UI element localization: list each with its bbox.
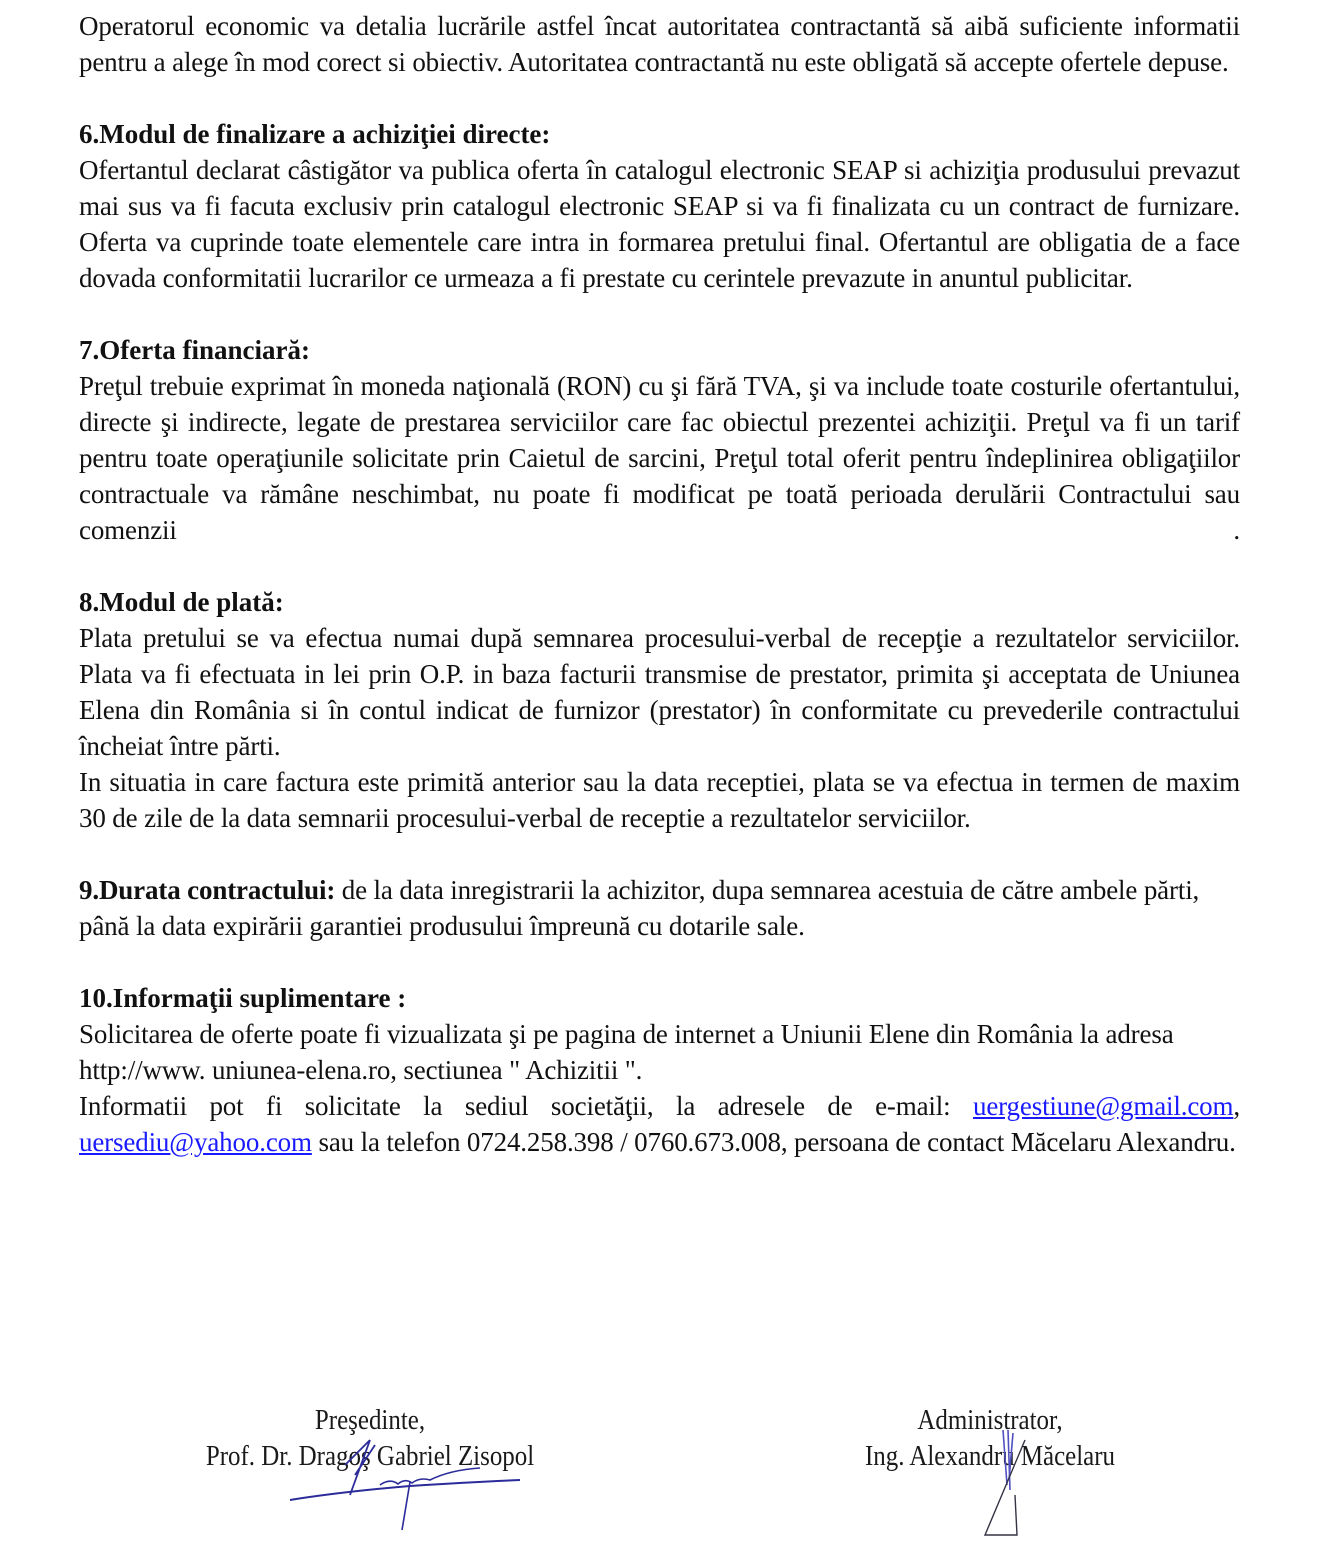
signature-block-administrator: [818, 1402, 1162, 1474]
document-page: [79, 8, 1240, 1160]
section-paragraph: Preţul trebuie exprimat în moneda naţională (RON) cu şi fără TVA, şi va include toate costurile ofertantului, directe şi indirecte, legate de prestarea serviciilor care fac obiectul prezentei achiziţii. Preţul va fi un tarif pentru toate operaţiunile solicitate prin Caietul de sarcini, Preţul total oferit pentru îndeplinirea obligaţiilor contractuale va rămâne neschimbat, nu poate fi modificat pe toată perioada derulării Contractului sau comenzii .: [79, 371, 1240, 545]
signature-name: Ing. Alexandru Măcelaru: [864, 1440, 1115, 1472]
contact-text: Informatii pot fi solicitate la sediul societăţii, la adresele de e-mail:: [79, 1091, 973, 1121]
section-paragraph: In situatia in care factura este primită anterior sau la data receptiei, plata se va efectua in termen de maxim 30 de zile de la data semnarii procesului-verbal de receptie a rezultatelor serviciilor.: [79, 767, 1240, 833]
section-paragraph: Ofertantul declarat câstigător va publica oferta în catalogul electronic SEAP si achiziţia produsului prevazut mai sus va fi facuta exclusiv prin catalogul electronic SEAP si va fi finalizata cu un contract de furnizare. Oferta va cuprinde toate elementele care intra in formarea pretului final. Ofertantul are obligatia de a face dovada conformitatii lucrarilor ce urmeaza a fi prestate cu cerintele prevazute in anuntul publicitar.: [79, 155, 1240, 293]
email-link-gestiune[interactable]: uergestiune@gmail.com: [972, 1091, 1234, 1121]
signature-role: Preşedinte,: [314, 1404, 426, 1436]
spacer: [79, 944, 1240, 980]
email-link-sediu[interactable]: uersediu@yahoo.com: [79, 1127, 312, 1157]
spacer: [79, 836, 1240, 872]
spacer: [79, 296, 1240, 332]
signature-role: Administrator,: [917, 1404, 1063, 1436]
contact-text: sau la telefon 0724.258.398 / 0760.673.008, persoana de contact Măcelaru Alexandru.: [311, 1127, 1236, 1157]
section-8-modul-de-plata: [79, 584, 1240, 836]
section-text-inline: de la data inregistrarii la achizitor, dupa semnarea acestuia de către ambele părti, până la data expirării garantiei produsului împreună cu dotarile sale.: [79, 875, 1200, 941]
section-paragraph: Solicitarea de oferte poate fi vizualizata şi pe pagina de internet a Uniunii Elene din România la adresa http://www. uniunea-elena.ro, sectiunea " Achizitii ".: [79, 1019, 1174, 1085]
section-heading: 8.Modul de plată:: [79, 587, 284, 617]
contact-separator: ,: [1233, 1091, 1240, 1121]
signature-name: Prof. Dr. Dragoş Gabriel Zisopol: [205, 1440, 535, 1472]
section-7-oferta-financiara: [79, 332, 1240, 548]
section-heading-inline: 9.Durata contractului:: [79, 875, 336, 905]
signature-block-president: [189, 1402, 550, 1474]
section-paragraph-contact: [79, 1088, 1240, 1160]
section-10-informatii-suplimentare: [79, 980, 1240, 1160]
section-6-finalizare: [79, 116, 1240, 296]
section-heading: 10.Informaţii suplimentare :: [79, 983, 407, 1013]
spacer: [79, 548, 1240, 584]
section-heading: 7.Oferta financiară:: [79, 335, 310, 365]
section-paragraph: Plata pretului se va efectua numai după semnarea procesului-verbal de recepţie a rezultatelor serviciilor. Plata va fi efectuata in lei prin O.P. in baza facturii transmise de prestator, primita şi acceptata de Uniunea Elena din România si în contul indicat de furnizor (prestator) în conformitate cu prevederile contractului încheiat între părti.: [79, 623, 1240, 761]
intro-paragraph: Operatorul economic va detalia lucrările astfel încat autoritatea contractantă să aibă suficiente informatii pentru a alege în mod corect si obiectiv. Autoritatea contractantă nu este obligată să accepte ofertele depuse.: [79, 11, 1240, 77]
section-heading: 6.Modul de finalizare a achiziţiei directe:: [79, 119, 551, 149]
section-9-durata-contractului: [79, 872, 1240, 944]
spacer: [79, 80, 1240, 116]
section-paragraph: [79, 872, 1240, 944]
